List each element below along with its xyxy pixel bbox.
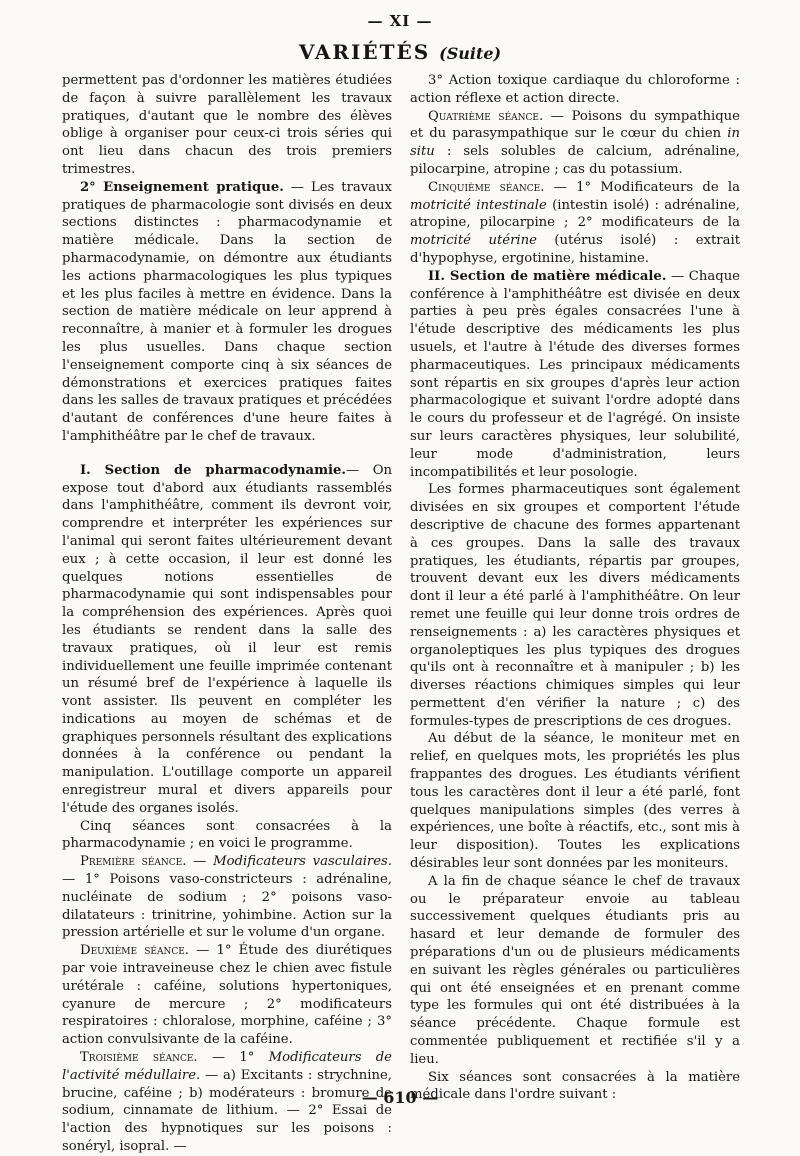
left-paragraph-2	[62, 179, 392, 446]
right-paragraph-1: 3° Action toxique cardiaque du chloroforme : action réflexe et action directe.	[410, 73, 740, 106]
seance-4-insitu: in situ	[410, 126, 740, 160]
page-title	[0, 40, 800, 64]
right-paragraph-4	[410, 268, 740, 482]
heading-matiere-medicale: II. Section de matière médicale.	[428, 268, 667, 284]
right-paragraph-5: Les formes pharmaceutiques sont également divisées en six groupes et comportent l'étude descriptive de chacune des formes appartenant à ces groupes. Dans la salle des travaux pratiques, les étudiants, répartis par groupes, trouvent devant eux les divers médicaments dont il leur a été parlé à l'amphithéâtre. On leur remet une feuille qui leur donne trois ordres de renseignements : a) les caractères physiques et organoleptiques les plus typiques des drogues qu'ils ont à reconnaître et à manipuler ; b) les diverses réactions chimiques simples qui leur permettent d'en vérifier la nature ; c) des formules-types de prescriptions de ces drogues.	[410, 482, 740, 729]
title-text: VARIÉTÉS	[298, 40, 431, 64]
seance-1-body: — 1° Poisons vaso-constricteurs : adrénaline, nucléinate de sodium ; 2° poisons vaso-dilatateurs : trinitrine, yohimbine. Action sur la pression artérielle et sur le volume d'un organe.	[62, 872, 392, 941]
right-paragraph-6: Au début de la séance, le moniteur met en relief, en quelques mots, les propriétés les plus frappantes des drogues. Les étudiants vérifient tous les caractères dont il leur a été parlé, font quelques manipulations simples (des verres à expériences, une boîte à réactifs, etc., sont mis à leur disposition). Toutes les explications désirables leur sont données par les moniteurs.	[410, 731, 740, 872]
seance-2-body: — 1° Étude des diurétiques par voie intraveineuse chez le chien avec fistule urétérale : caféine, solutions hypertoniques, cyanure de mercure ; 2° modificateurs respiratoires : chloralose, morphine, caféine ; 3° action convulsivante de la caféine.	[62, 943, 392, 1048]
seance-1-label: Première séance.	[80, 854, 187, 870]
right-paragraph-3	[410, 179, 740, 268]
title-suite: (Suite)	[439, 44, 502, 63]
seance-5-end: (utérus isolé) : extrait d'hypophyse, ergotinine, histamine.	[410, 233, 740, 266]
left-column	[62, 72, 392, 1156]
seance-3-topic: Modificateurs de l'activité médullaire.	[62, 1050, 392, 1083]
left-paragraph-3-body: — On expose tout d'abord aux étudiants rassemblés dans l'amphithéâtre, comment ils devront voir, comprendre et interpréter les expériences sur l'animal qui seront faites ultérieurement devant eux ; à cette occasion, il leur est donné les quelques notions essentielles de pharmacodynamie qui sont indispensables pour la compréhension des expériences. Après quoi les étudiants se rendent dans la salle des travaux pratiques, où il leur est remis individuellement une feuille imprimée contenant un résumé bref de l'expérience à laquelle ils vont assister. Ils peuvent en compléter les indications au moyen de schémas et de graphiques personnels résultant des explications données à la conférence ou pendant la manipulation. L'outillage comporte un appareil enregistreur mural et divers appareils pour l'étude des organes isolés.	[62, 462, 393, 816]
seance-1-topic: — Modificateurs vasculaires.	[186, 854, 393, 870]
seance-3-pre: — 1°	[197, 1050, 269, 1066]
seance-4-label: Quatrième séance.	[428, 108, 544, 124]
top-page-number: — XI —	[367, 12, 433, 30]
seance-5-pre: — 1° Modificateurs de la	[544, 179, 740, 195]
seance-5-topic-1: motricité intestinale	[410, 197, 547, 213]
bottom-page-number: — 610 —	[361, 1088, 439, 1107]
heading-pharmacodynamie: I. Section de pharmacodynamie.	[80, 462, 347, 478]
left-paragraph-4: Cinq séances sont consacrées à la pharmacodynamie ; en voici le programme.	[62, 818, 392, 852]
right-paragraph-7: A la fin de chaque séance le chef de travaux ou le préparateur envoie au tableau successivement quelques étudiants pris au hasard et leur demande de formuler des préparations d'un ou de plusieurs médicaments en suivant les règles générales ou particulières qui ont été enseignées et en prenant comme type les formules qui ont été distribuées à la séance précédente. Chaque formule est commentée publiquement et rectifiée s'il y a lieu.	[410, 873, 740, 1067]
left-paragraph-5	[62, 853, 392, 942]
seance-2-label: Deuxième séance.	[80, 943, 189, 959]
seance-4-pre: — Poisons du sympathique et du parasympathique sur le cœur du chien	[410, 108, 740, 142]
seance-3-label: Troisième séance.	[80, 1050, 198, 1066]
seance-3-body: — a) Excitants : strychnine, brucine, caféine ; b) modérateurs : bromure de sodium, cinnamate de lithium. — 2° Essai de l'action des hypnotiques sur les poisons : sonéryl, isopral. —	[62, 1067, 392, 1155]
right-paragraph-4-body: — Chaque conférence à l'amphithéâtre est divisée en deux parties à peu près égales consacrées l'une à l'étude descriptive des médicaments les plus usuels, et l'autre à l'étude des diverses formes pharmaceutiques. Les principaux médicaments sont répartis en six groupes d'après leur action pharmacologique et suivant l'ordre adopté dans le cours du professeur et de l'agrégé. On insiste sur leurs caractères physiques, leur solubilité, leur mode d'administration, leurs incompatibilités et leur posologie.	[410, 268, 740, 480]
seance-5-mid: (intestin isolé) : adrénaline, atropine, pilocarpine ; 2° modificateurs de la	[410, 197, 740, 231]
left-paragraph-6	[62, 942, 392, 1049]
left-paragraph-2-body: — Les travaux pratiques de pharmacologie sont divisés en deux sections distinctes : pharmacodynamie et matière médicale. Dans la section de pharmacodynamie, on démontre aux étudiants les actions pharmacologiques les plus typiques et les plus faciles à mettre en évidence. Dans la section de matière médicale on leur apprend à reconnaître, à manier et à formuler les drogues les plus usuelles. Dans chaque section l'enseignement comporte cinq à six séances de démonstrations et exercices pratiques faites dans les salles de travaux pratiques et précédées d'autant de conférences d'une heure faites à l'amphithéâtre par le chef de travaux.	[62, 179, 392, 444]
heading-enseignement-pratique: 2° Enseignement pratique.	[80, 179, 284, 195]
left-paragraph-1: permettent pas d'ordonner les matières étudiées de façon à suivre parallèlement les travaux pratiques, d'autant que le nombre des élèves oblige à organiser pour ceux-ci trois séries qui ont lieu dans chacun des trois premiers trimestres.	[62, 73, 392, 177]
seance-5-topic-2: motricité utérine	[410, 233, 537, 249]
right-paragraph-2	[410, 108, 740, 179]
left-paragraph-3	[62, 462, 392, 818]
seance-4-body: : sels solubles de calcium, adrénaline, pilocarpine, atropine ; cas du potassium.	[410, 144, 740, 177]
right-column	[410, 72, 740, 1104]
seance-5-label: Cinquième séance.	[428, 179, 545, 195]
right-paragraph-8: Six séances sont consacrées à la matière médicale dans l'ordre suivant :	[410, 1069, 740, 1103]
